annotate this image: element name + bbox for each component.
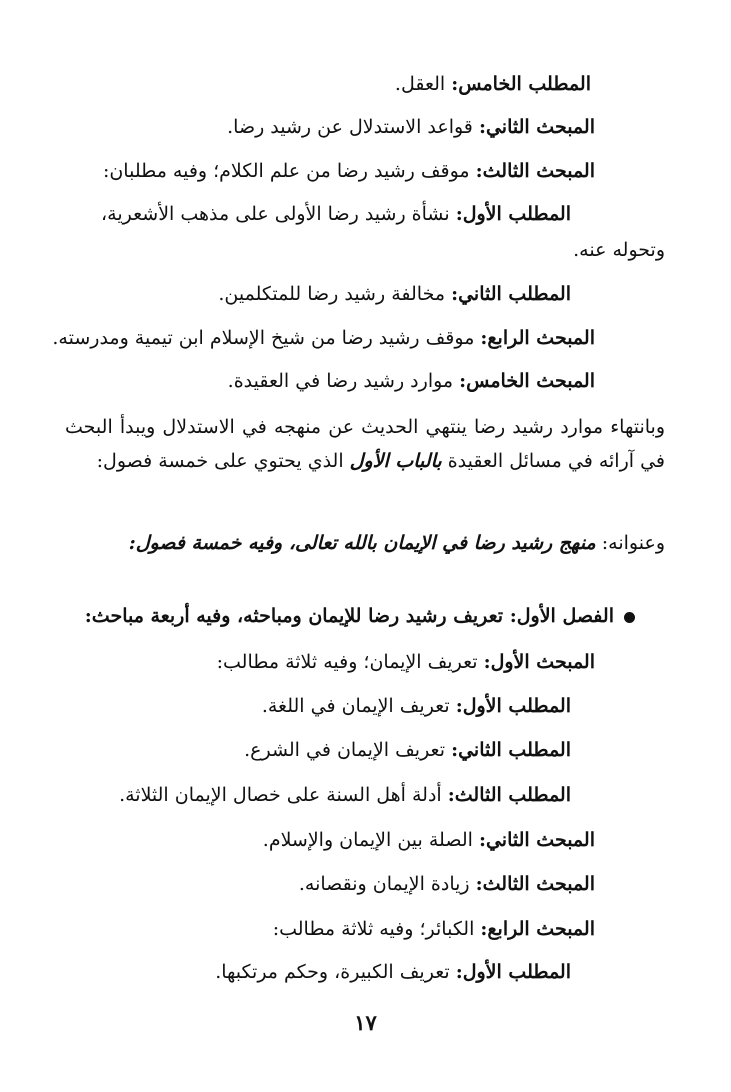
line-1st-requirement	[101, 200, 571, 228]
line-text: تعريف الكبيرة، وحكم مرتكبها.	[215, 961, 456, 983]
chapter-heading	[85, 602, 635, 630]
line-text: الكبائر؛ وفيه ثلاثة مطالب:	[272, 918, 481, 940]
line-text: تعريف الإيمان في اللغة.	[261, 695, 456, 717]
line-text: أدلة أهل السنة على خصال الإيمان الثلاثة.	[119, 784, 448, 806]
line-text: تعريف الإيمان؛ وفيه ثلاثة مطالب:	[216, 651, 484, 673]
line-continuation	[573, 236, 665, 264]
line-label: المطلب الخامس:	[451, 73, 591, 95]
line-text: وتحوله عنه.	[573, 239, 665, 261]
line-1st-section	[217, 648, 595, 676]
line-2nd-section	[263, 826, 595, 854]
line-text: قواعد الاستدلال عن رشيد رضا.	[227, 116, 479, 138]
line-3rd-section	[103, 157, 595, 185]
line-label: المطلب الثاني:	[451, 283, 571, 305]
line-text: موارد رشيد رضا في العقيدة.	[227, 370, 460, 392]
line-2nd-section	[227, 113, 595, 141]
paragraph-title	[65, 526, 665, 560]
line-label: المطلب الثاني:	[451, 739, 571, 761]
paragraph-text: الذي يحتوي على خمسة فصول:	[96, 450, 350, 472]
line-label: المبحث الثاني:	[478, 829, 595, 851]
line-text: تعريف الإيمان في الشرع.	[244, 739, 452, 761]
paragraph-transition	[65, 410, 665, 478]
line-label: المبحث الأول:	[483, 651, 595, 673]
line-5th-section	[228, 367, 595, 395]
line-1st-requirement	[215, 958, 571, 986]
line-2nd-requirement	[218, 280, 571, 308]
line-label: المطلب الأول:	[455, 203, 571, 225]
line-label: المبحث الثاني:	[478, 116, 595, 138]
line-label: المطلب الأول:	[455, 695, 571, 717]
line-label: المبحث الثالث:	[475, 160, 595, 182]
line-4th-section	[273, 915, 595, 943]
line-5th-requirement	[395, 70, 591, 98]
line-text: موقف رشيد رضا من علم الكلام؛ وفيه مطلبان:	[102, 160, 476, 182]
paragraph-emphasis: منهج رشيد رضا في الإيمان بالله تعالى، وفيه خمسة فصول:	[128, 532, 596, 554]
line-3rd-requirement	[119, 781, 571, 809]
line-label: المبحث الثالث:	[475, 873, 595, 895]
bullet-icon	[624, 612, 635, 623]
line-2nd-requirement	[244, 736, 571, 764]
line-1st-requirement	[262, 692, 571, 720]
page-number: ١٧	[354, 1010, 377, 1035]
line-4th-section	[52, 324, 595, 352]
chapter-text: تعريف رشيد رضا للإيمان ومباحثه، وفيه أربعة مباحث:	[84, 605, 510, 627]
line-text: مخالفة رشيد رضا للمتكلمين.	[218, 283, 452, 305]
line-label: المطلب الثالث:	[447, 784, 571, 806]
line-text: الصلة بين الإيمان والإسلام.	[262, 829, 479, 851]
line-text: زيادة الإيمان ونقصانه.	[298, 873, 476, 895]
line-label: المبحث الرابع:	[480, 327, 595, 349]
paragraph-text: وبانتهاء موارد رشيد رضا ينتهي الحديث عن منهجه في الاستدلال ويبدأ البحث في آرائه في مسائل العقيدة	[65, 416, 665, 472]
line-3rd-section	[299, 870, 595, 898]
line-text: موقف رشيد رضا من شيخ الإسلام ابن تيمية ومدرسته.	[52, 327, 481, 349]
paragraph-emphasis: بالباب الأول	[349, 450, 442, 472]
line-label: المبحث الخامس:	[459, 370, 595, 392]
chapter-label: الفصل الأول:	[509, 605, 614, 627]
line-text: نشأة رشيد رضا الأولى على مذهب الأشعرية،	[101, 203, 456, 225]
line-label: المطلب الأول:	[455, 961, 571, 983]
line-label: المبحث الرابع:	[480, 918, 595, 940]
paragraph-text: وعنوانه:	[595, 532, 665, 554]
line-text: العقل.	[394, 73, 452, 95]
